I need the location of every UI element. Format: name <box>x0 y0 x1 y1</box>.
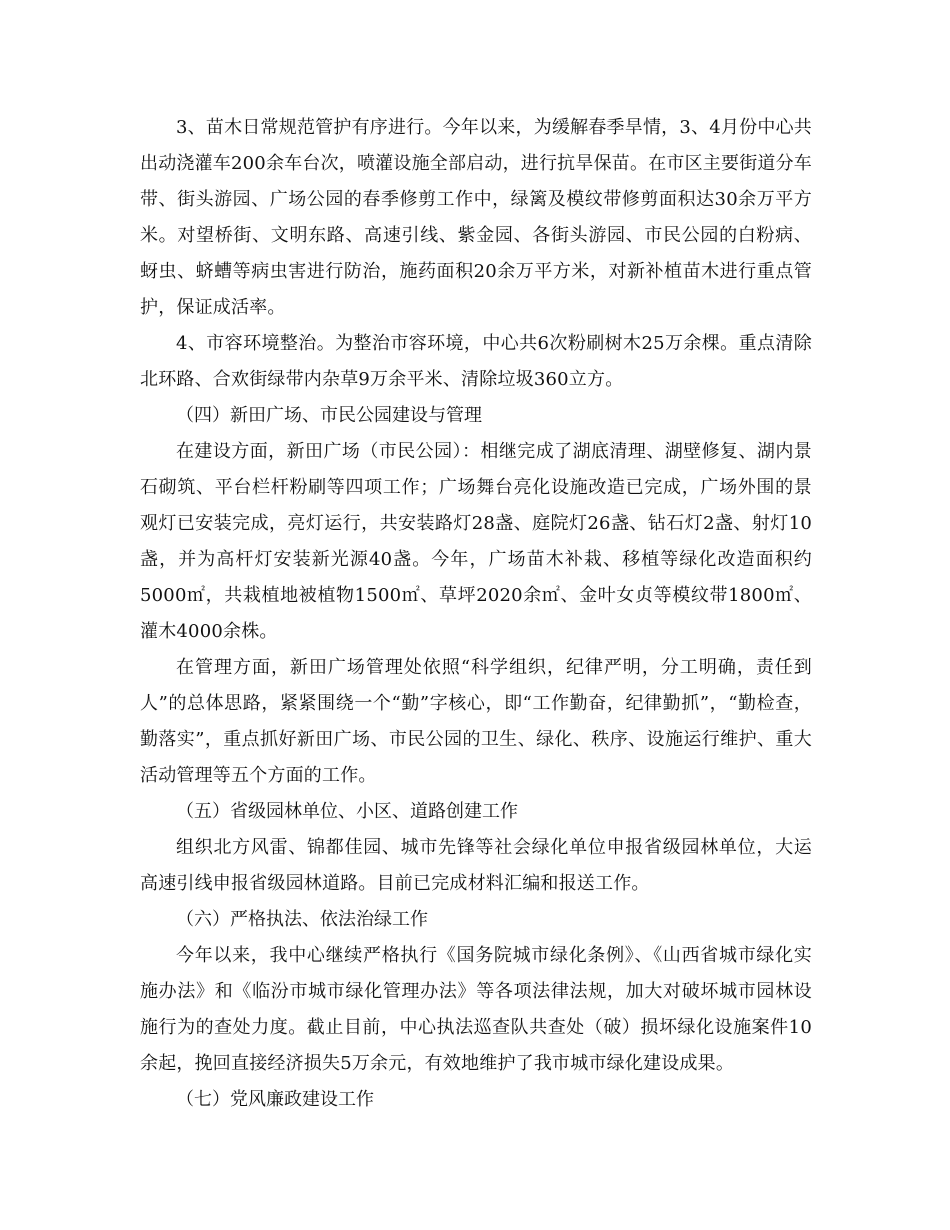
paragraph-city-environment: 4、市容环境整治。为整治市容环境，中心共6次粉刷树木25万余棵。重点清除北环路、合欢街绿带内杂草9万余平米、清除垃圾360立方。 <box>140 333 812 390</box>
section-heading-4: （四）新田广场、市民公园建设与管理 <box>176 405 482 426</box>
paragraph-management: 在管理方面，新田广场管理处依照“科学组织，纪律严明，分工明确，责任到人”的总体思路，紧紧围绕一个“勤”字核心，即“工作勤奋，纪律勤抓”，“勤检查，勤落实”，重点抓好新田广场、市民公园的卫生、绿化、秩序、设施运行维护、重大活动管理等五个方面的工作。 <box>140 657 812 786</box>
paragraph-construction: 在建设方面，新田广场（市民公园）：相继完成了湖底清理、湖壁修复、湖内景石砌筑、平台栏杆粉刷等四项工作；广场舞台亮化设施改造已完成，广场外围的景观灯已安装完成，亮灯运行，共安装路灯28盏、庭院灯26盏、钻石灯2盏、射灯10盏，并为高杆灯安装新光源40盏。今年，广场苗木补栽、移植等绿化改造面积约5000㎡，共栽植地被植物1500㎡、草坪2020余㎡、金叶女贞等模纹带1800㎡、灌木4000余株。 <box>140 441 812 642</box>
paragraph-seedling-maintenance: 3、苗木日常规范管护有序进行。今年以来，为缓解春季旱情，3、4月份中心共出动浇灌车200余车台次，喷灌设施全部启动，进行抗旱保苗。在市区主要街道分车带、街头游园、广场公园的春季修剪工作中，绿篱及模纹带修剪面积达30余万平方米。对望桥街、文明东路、高速引线、紫金园、各街头游园、市民公园的白粉病、蚜虫、蛴螬等病虫害进行防治，施药面积20余万平方米，对新补植苗木进行重点管护，保证成活率。 <box>140 117 812 318</box>
section-heading-7: （七）党风廉政建设工作 <box>176 1089 374 1110</box>
paragraph-law-enforcement: 今年以来，我中心继续严格执行《国务院城市绿化条例》、《山西省城市绿化实施办法》和《临汾市城市绿化管理办法》等各项法律法规，加大对破坏城市园林设施行为的查处力度。截止目前，中心执法巡查队共查处（破）损坏绿化设施案件10余起，挽回直接经济损失5万余元，有效地维护了我市城市绿化建设成果。 <box>140 945 812 1074</box>
document-body <box>140 110 812 1118</box>
section-heading-5: （五）省级园林单位、小区、道路创建工作 <box>176 801 518 822</box>
paragraph-provincial-garden: 组织北方风雷、锦都佳园、城市先锋等社会绿化单位申报省级园林单位，大运高速引线申报省级园林道路。目前已完成材料汇编和报送工作。 <box>140 837 812 894</box>
section-heading-6: （六）严格执法、依法治绿工作 <box>176 909 428 930</box>
